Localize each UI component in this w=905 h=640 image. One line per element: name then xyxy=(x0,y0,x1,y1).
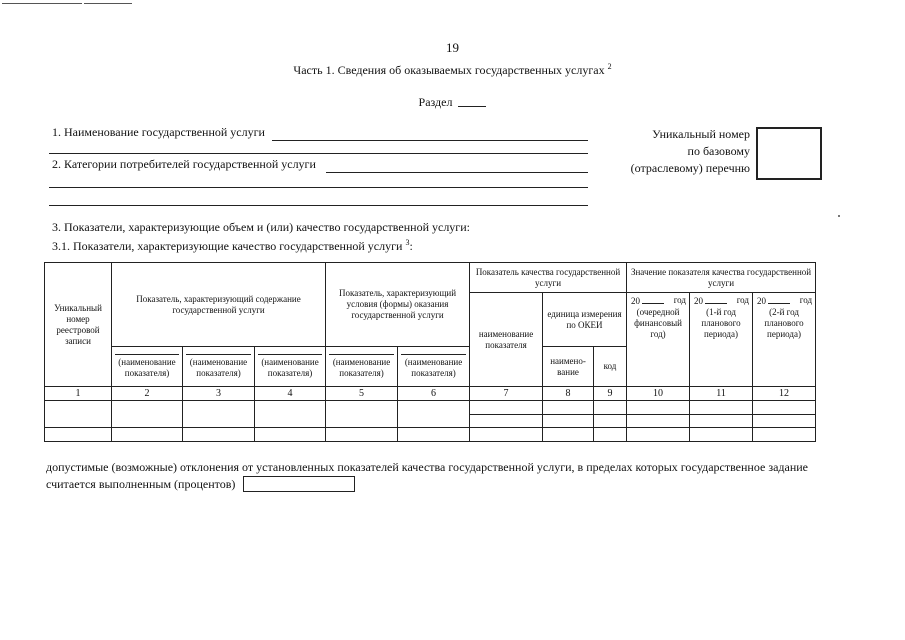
table-cell[interactable] xyxy=(45,401,112,428)
header-unit-okei: единица измерения по ОКЕИ xyxy=(543,293,627,347)
section-label: Раздел xyxy=(418,95,453,109)
column-number: 3 xyxy=(183,387,255,401)
table-cell[interactable] xyxy=(543,401,594,415)
part-title-text: Часть 1. Сведения об оказываемых государственных услугах xyxy=(293,63,605,77)
table-cell[interactable] xyxy=(112,401,183,428)
heading-3-1-text: 3.1. Показатели, характеризующие качество государственной услуги xyxy=(52,239,403,253)
table-cell[interactable] xyxy=(594,415,627,428)
content-indicator-3 xyxy=(255,347,326,387)
top-cut-line-right xyxy=(84,3,132,4)
content-indicator-2 xyxy=(183,347,255,387)
table-cell[interactable] xyxy=(326,401,398,428)
table-cell[interactable] xyxy=(326,428,398,442)
consumer-category-field-line3[interactable] xyxy=(49,205,588,206)
column-number: 4 xyxy=(255,387,326,401)
heading-3-1-footnote: 3 xyxy=(405,238,410,247)
unique-number-label-line1: Уникальный номер xyxy=(652,127,750,141)
year-blank[interactable] xyxy=(705,295,727,304)
year-prefix: 20 xyxy=(757,296,767,306)
header-year-current xyxy=(627,293,690,387)
table-cell[interactable] xyxy=(543,415,594,428)
header-registry-number: Уникальный номер реестровой записи xyxy=(45,263,112,387)
section-line xyxy=(0,95,905,110)
header-quality-indicator: Показатель качества государственной услуги xyxy=(470,263,627,293)
indicator-name-caption: (наименование показателя) xyxy=(401,354,466,379)
column-number: 9 xyxy=(594,387,627,401)
table-cell[interactable] xyxy=(543,428,594,442)
column-number: 2 xyxy=(112,387,183,401)
year-plan1-caption: (1-й год планового периода) xyxy=(701,307,741,339)
unique-number-box[interactable] xyxy=(756,127,822,180)
heading-3-1 xyxy=(52,238,413,254)
table-row xyxy=(45,401,816,415)
part-title xyxy=(0,62,905,78)
header-unit-code: код xyxy=(594,347,627,387)
table-cell[interactable] xyxy=(255,401,326,428)
column-number: 12 xyxy=(753,387,816,401)
table-cell[interactable] xyxy=(690,401,753,415)
column-number: 8 xyxy=(543,387,594,401)
year-plan2-caption: (2-й год планового периода) xyxy=(764,307,804,339)
year-prefix: 20 xyxy=(631,296,641,306)
section-number-blank[interactable] xyxy=(458,96,486,107)
table-cell[interactable] xyxy=(690,428,753,442)
table-cell[interactable] xyxy=(690,415,753,428)
year-current-line xyxy=(628,295,688,307)
consumer-category-label: 2. Категории потребителей государственной услуги xyxy=(52,157,316,171)
table-cell[interactable] xyxy=(183,401,255,428)
tolerance-percent-box[interactable] xyxy=(243,476,355,492)
service-name-field[interactable] xyxy=(272,140,588,141)
table-cell[interactable] xyxy=(112,428,183,442)
consumer-category-field[interactable] xyxy=(326,172,588,173)
service-name-field-line2[interactable] xyxy=(49,153,588,154)
year-plan2-line xyxy=(754,295,814,307)
column-number: 6 xyxy=(398,387,470,401)
condition-indicator-1 xyxy=(326,347,398,387)
column-number: 1 xyxy=(45,387,112,401)
table-cell[interactable] xyxy=(753,428,816,442)
table-cell[interactable] xyxy=(753,401,816,415)
page-number: 19 xyxy=(446,40,459,55)
condition-indicator-2 xyxy=(398,347,470,387)
table-cell[interactable] xyxy=(753,415,816,428)
year-plan1-line xyxy=(691,295,751,307)
header-content-indicator: Показатель, характеризующий содержание государственной услуги xyxy=(112,263,326,347)
indicator-name-caption: (наименование показателя) xyxy=(329,354,394,379)
table-cell[interactable] xyxy=(470,415,543,428)
column-number: 10 xyxy=(627,387,690,401)
table-row xyxy=(45,428,816,442)
quality-indicators-table xyxy=(44,262,816,442)
top-cut-line-left xyxy=(2,3,82,4)
year-suffix: год xyxy=(673,295,687,305)
table-cell[interactable] xyxy=(398,401,470,428)
scan-speck xyxy=(838,215,840,217)
header-conditions-indicator: Показатель, характеризующий условия (формы) оказания государственной услуги xyxy=(326,263,470,347)
service-name-label: 1. Наименование государственной услуги xyxy=(52,125,265,139)
unique-number-label-line2: по базовому xyxy=(687,144,750,158)
indicator-name-caption: (наименование показателя) xyxy=(186,354,251,379)
year-current-caption: (очередной финансовый год) xyxy=(634,307,682,339)
year-blank[interactable] xyxy=(768,295,790,304)
unique-number-label-line3: (отраслевому) перечню xyxy=(630,161,750,175)
table-cell[interactable] xyxy=(183,428,255,442)
table-cell[interactable] xyxy=(627,428,690,442)
year-blank[interactable] xyxy=(642,295,664,304)
table-cell[interactable] xyxy=(398,428,470,442)
tolerance-text: допустимые (возможные) отклонения от установленных показателей качества государственной услуги, в пределах которых государственное задание считается выполненным (процентов) xyxy=(46,460,808,491)
column-number: 11 xyxy=(690,387,753,401)
table-cell[interactable] xyxy=(470,428,543,442)
tolerance-statement xyxy=(46,459,826,493)
year-suffix: год xyxy=(799,295,813,305)
table-cell[interactable] xyxy=(594,401,627,415)
table-cell[interactable] xyxy=(45,428,112,442)
header-indicator-name: наименование показателя xyxy=(470,293,543,387)
year-prefix: 20 xyxy=(694,296,704,306)
column-numbers-row xyxy=(45,387,816,401)
heading-3-1-suffix: : xyxy=(409,239,413,253)
table-cell[interactable] xyxy=(255,428,326,442)
header-year-plan1 xyxy=(690,293,753,387)
heading-3: 3. Показатели, характеризующие объем и (или) качество государственной услуги: xyxy=(52,220,470,234)
part-title-footnote: 2 xyxy=(607,62,612,71)
content-indicator-1 xyxy=(112,347,183,387)
column-number: 5 xyxy=(326,387,398,401)
column-number: 7 xyxy=(470,387,543,401)
indicator-name-caption: (наименование показателя) xyxy=(115,354,179,379)
table-cell[interactable] xyxy=(594,428,627,442)
year-suffix: год xyxy=(736,295,750,305)
header-year-plan2 xyxy=(753,293,816,387)
indicator-name-caption: (наименование показателя) xyxy=(258,354,322,379)
table-cell[interactable] xyxy=(470,401,543,415)
consumer-category-field-line2[interactable] xyxy=(49,187,588,188)
header-quality-value: Значение показателя качества государственной услуги xyxy=(627,263,816,293)
table-cell[interactable] xyxy=(627,401,690,415)
unique-number-label xyxy=(600,126,750,177)
header-unit-name: наимено-вание xyxy=(543,347,594,387)
table-cell[interactable] xyxy=(627,415,690,428)
